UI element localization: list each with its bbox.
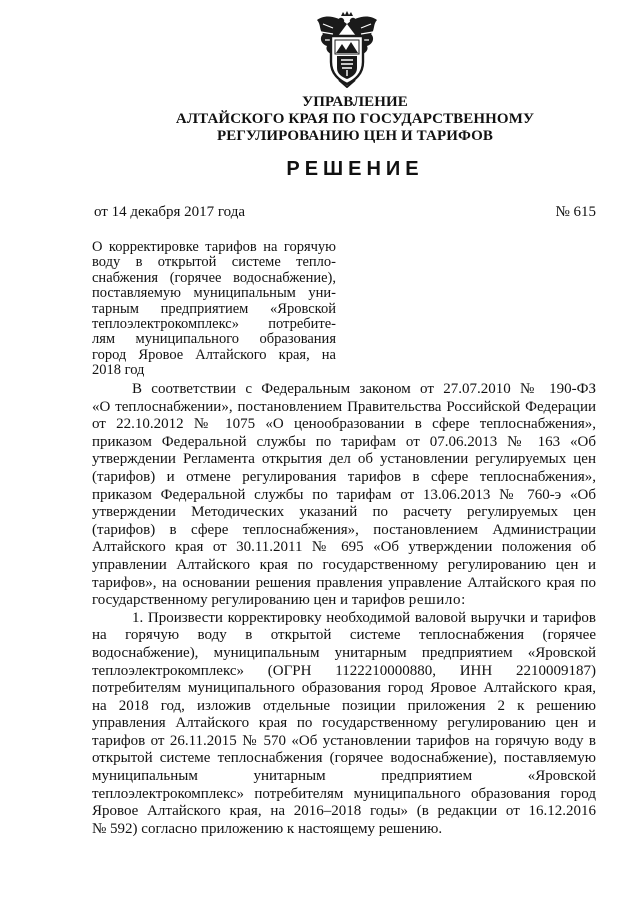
body-line: № 592) согласно приложению к настоящему решению. bbox=[92, 820, 443, 837]
body-line: (тарифов) в сфере теплоснабжения», постановлением Администрации bbox=[92, 521, 596, 538]
body-text: государственному регулированию цен и тарифов bbox=[92, 592, 406, 609]
body-line: теплоэлектрокомплекс» (ОГРН 1122210000880, ИНН 2210009187) bbox=[92, 662, 596, 679]
body-line: управления Алтайского края по государственному регулированию цен и bbox=[92, 715, 596, 732]
document-subject bbox=[92, 240, 336, 379]
coat-of-arms-icon bbox=[313, 10, 381, 88]
org-line: УПРАВЛЕНИЕ bbox=[302, 94, 408, 110]
body-line: утверждении Методических указаний по расчету регулируемых цен bbox=[92, 504, 596, 521]
document-date: от 14 декабря 2017 года bbox=[94, 204, 246, 220]
subject-line: О корректировке тарифов на горячую bbox=[92, 239, 336, 255]
subject-line: воду в открытой системе тепло- bbox=[92, 254, 336, 271]
body-line: тарифов», на основании решения правления управление Алтайского края по bbox=[92, 574, 596, 591]
org-line: АЛТАЙСКОГО КРАЯ ПО ГОСУДАРСТВЕННОМУ bbox=[175, 111, 535, 127]
document-body bbox=[92, 381, 596, 838]
body-line: теплоэлектрокомплекс» потребителям муниципального образования город bbox=[92, 785, 596, 802]
body-line: тарифов от 26.11.2015 № 570 «Об установлении тарифов на горячую воду в bbox=[92, 732, 596, 749]
subject-line: поставляемую муниципальным уни- bbox=[92, 285, 336, 302]
subject-line: тарным предприятием «Яровской bbox=[92, 300, 336, 317]
subject-line: снабжения (горячее водоснабжение), bbox=[92, 269, 336, 286]
body-line: «О теплоснабжении», постановлением Правительства Российской Федерации bbox=[92, 398, 596, 415]
body-line: управлении Алтайского края по государственному регулированию цен и bbox=[92, 556, 596, 573]
document-number: № 615 bbox=[555, 204, 596, 220]
body-line: муниципальным унитарным предприятием «Яровской bbox=[92, 768, 596, 785]
body-line: (тарифов) и отмене регулирования тарифов в сфере теплоснабжения», bbox=[92, 468, 596, 485]
issuing-authority bbox=[120, 94, 590, 145]
body-line: утверждении Регламента открытия дел об установлении регулируемых цен bbox=[92, 451, 596, 468]
body-line: Яровое Алтайского края, на 2016–2018 годы» (в редакции от 16.12.2016 bbox=[92, 803, 596, 820]
body-line: открытой системе теплоснабжения (горячее водоснабжение), поставляемую bbox=[92, 750, 596, 767]
body-line: приказом Федеральной службы по тарифам от 13.06.2013 № 760-э «Об bbox=[92, 486, 596, 503]
body-line: на горячую воду в открытой системе теплоснабжения (горячее bbox=[92, 627, 596, 644]
body-line: от 22.10.2012 № 1075 «О ценообразовании в сфере теплоснабжения», bbox=[92, 416, 596, 433]
body-line: на 2018 год, изложив отдельные позиции приложения 2 к решению bbox=[92, 697, 596, 714]
body-line bbox=[92, 592, 596, 610]
org-line: РЕГУЛИРОВАНИЮ ЦЕН И ТАРИФОВ bbox=[216, 128, 494, 144]
body-line: В соответствии с Федеральным законом от 27.07.2010 № 190-ФЗ bbox=[132, 381, 596, 397]
body-line: потребителям муниципального образования город Яровое Алтайского края, bbox=[92, 680, 596, 697]
body-line: Алтайского края от 30.11.2011 № 695 «Об утверждении положения об bbox=[92, 539, 596, 556]
subject-line: лям муниципального образования bbox=[92, 331, 336, 348]
body-line: 1. Произвести корректировку необходимой валовой выручки и тарифов bbox=[132, 609, 596, 626]
body-line: водоснабжение), муниципальным унитарным предприятием «Яровской bbox=[92, 644, 596, 661]
body-line: приказом Федеральной службы по тарифам от 07.06.2013 № 163 «Об bbox=[92, 433, 596, 450]
decision-keyword: решило: bbox=[408, 592, 466, 609]
subject-line: 2018 год bbox=[92, 362, 145, 379]
document-type-title: РЕШЕНИЕ bbox=[286, 158, 424, 180]
subject-line: город Яровое Алтайского края, на bbox=[92, 346, 336, 363]
subject-line: теплоэлектрокомплекс» потребите- bbox=[92, 315, 336, 332]
